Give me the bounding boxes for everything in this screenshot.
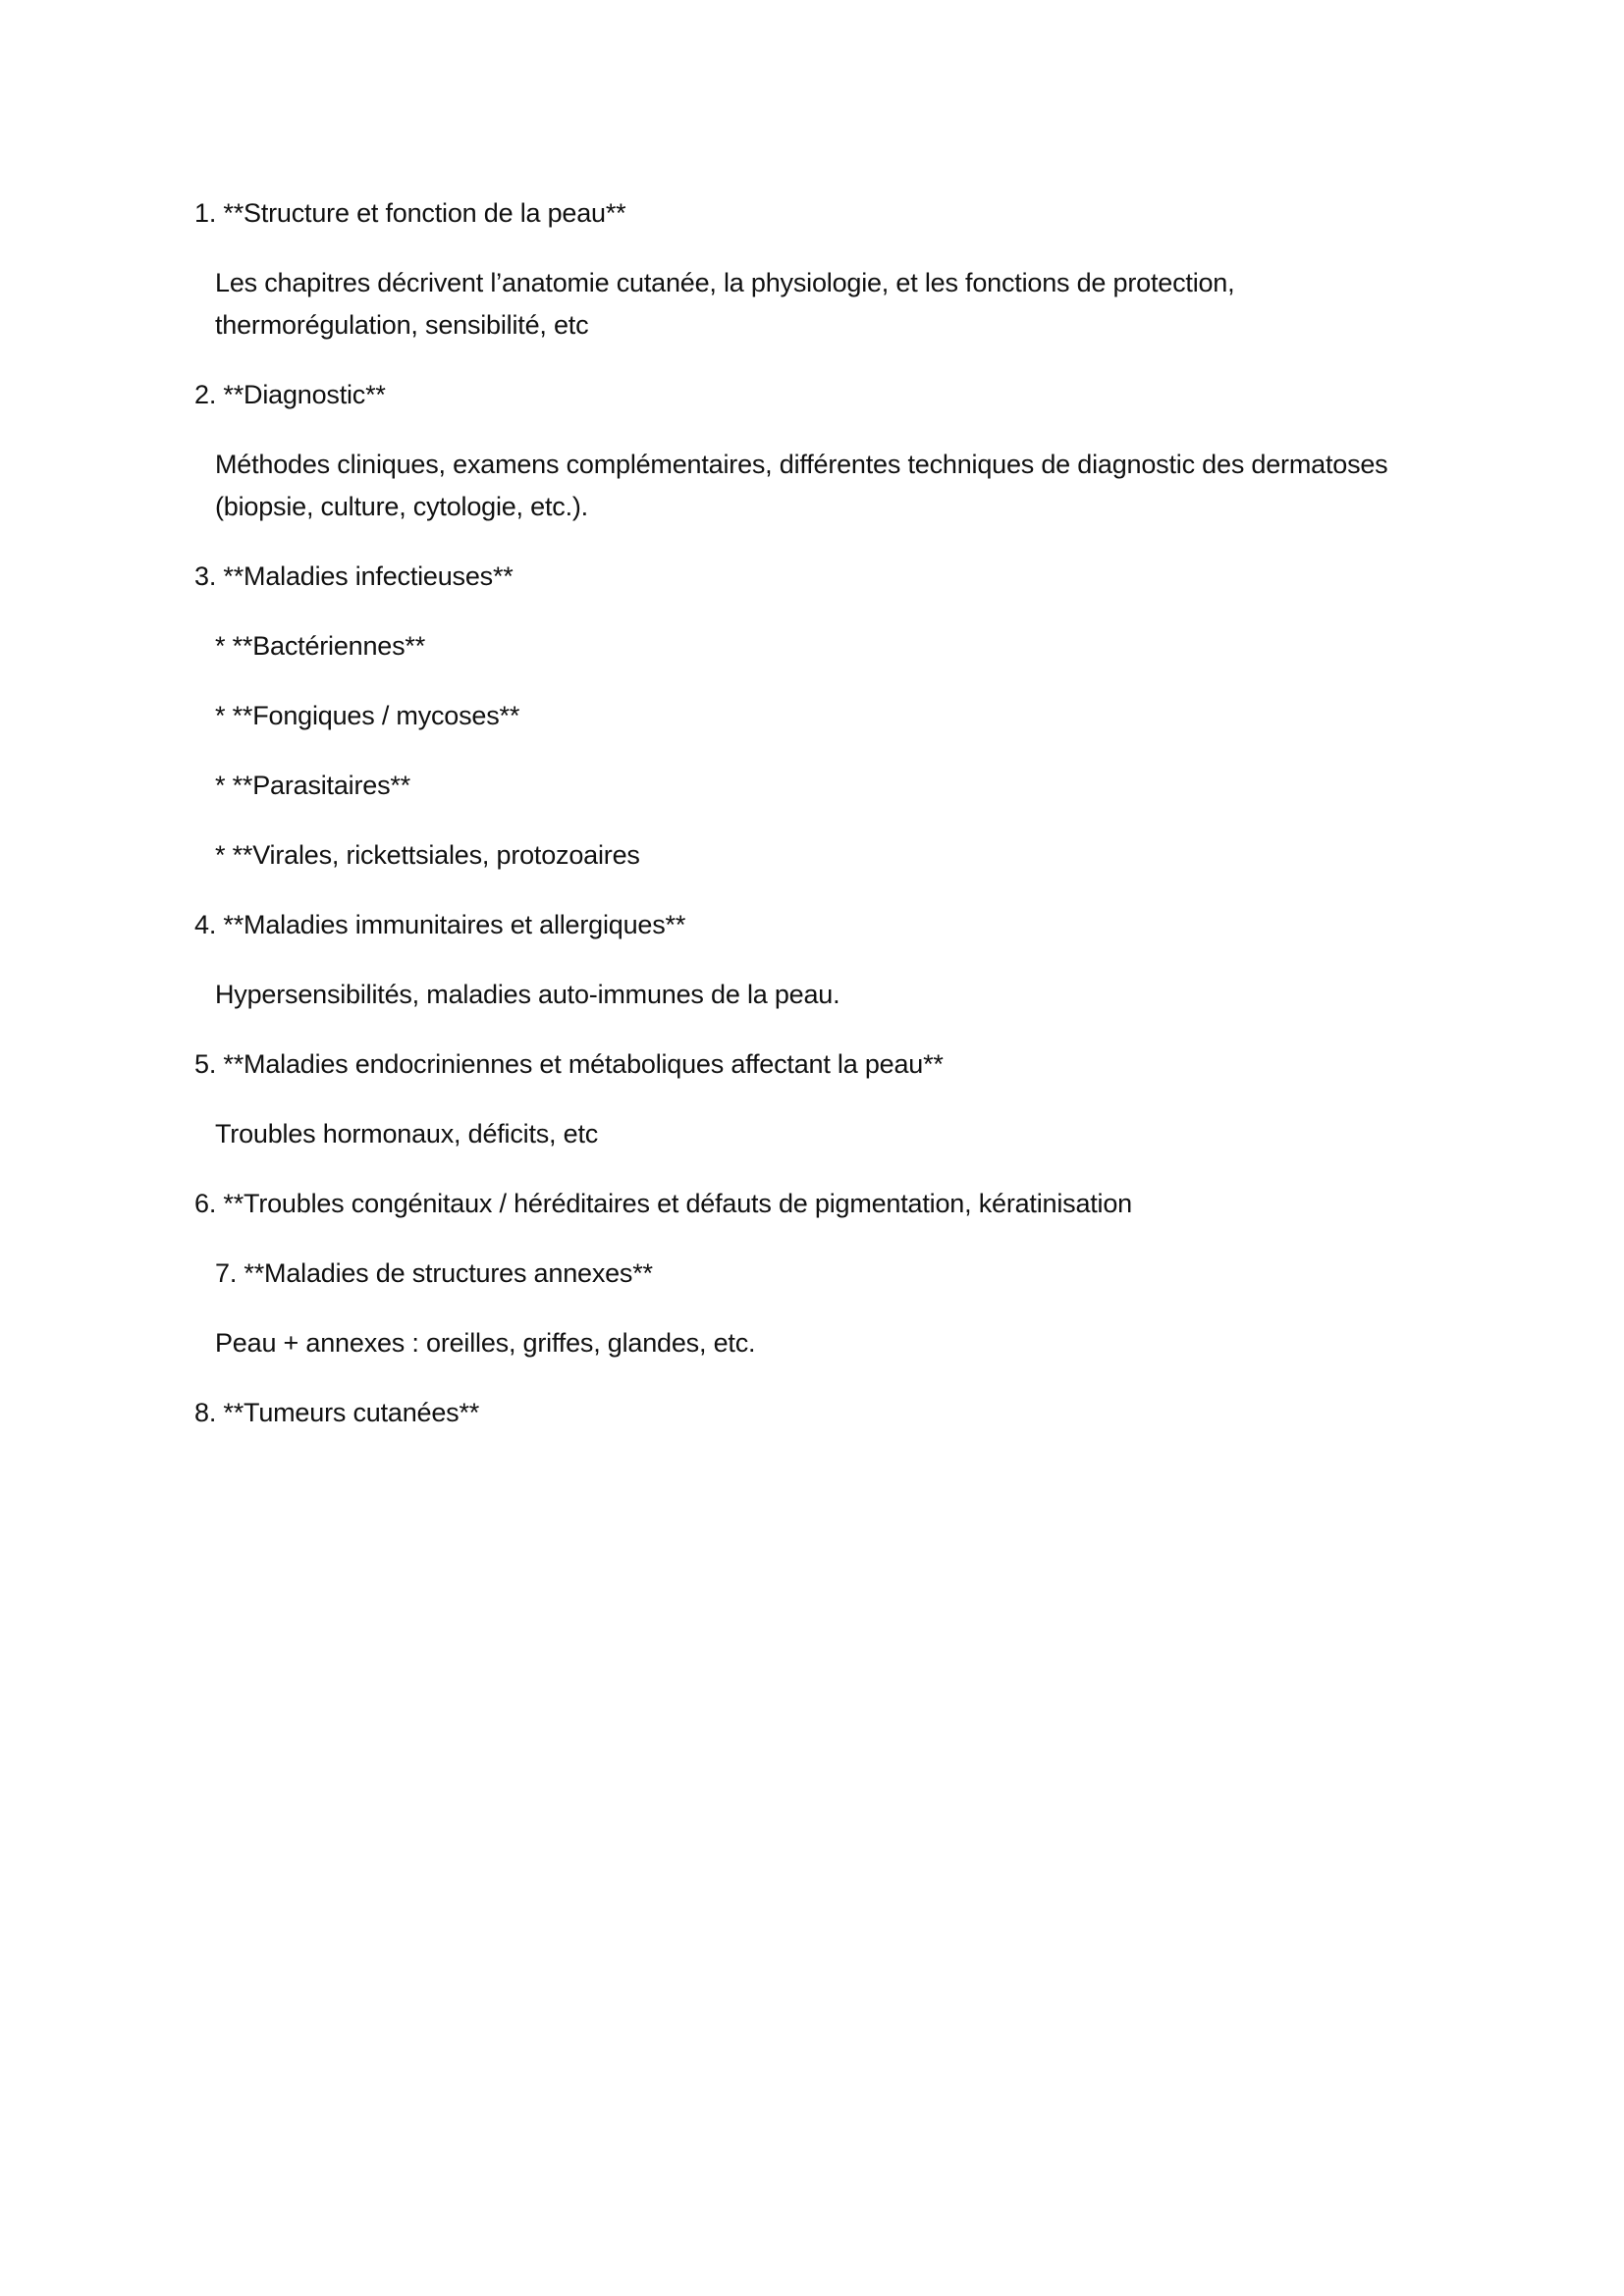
document-body	[194, 192, 1432, 1462]
text-diagnostic-desc: Méthodes cliniques, examens complémentaires, différentes techniques de diagnostic des dermatoses (biopsie, culture, cytologie, etc.).	[215, 450, 1395, 521]
bullet-bacteriennes: * **Bactériennes**	[215, 631, 426, 661]
heading-structures-annexes: 7. **Maladies de structures annexes**	[215, 1258, 653, 1288]
text-structure-desc: Les chapitres décrivent l’anatomie cutanée, la physiologie, et les fonctions de protection, thermorégulation, sensibilité, etc	[215, 268, 1242, 340]
bullet-parasitaires: * **Parasitaires**	[215, 771, 410, 800]
bullet-fongiques: * **Fongiques / mycoses**	[215, 701, 520, 730]
text-annexes-desc: Peau + annexes : oreilles, griffes, glandes, etc.	[215, 1328, 756, 1358]
text-endocriniennes-desc: Troubles hormonaux, déficits, etc	[215, 1119, 599, 1148]
heading-structure: 1. **Structure et fonction de la peau**	[194, 198, 626, 228]
heading-diagnostic: 2. **Diagnostic**	[194, 380, 386, 409]
heading-infectieuses: 3. **Maladies infectieuses**	[194, 561, 514, 591]
heading-endocriniennes: 5. **Maladies endocriniennes et métaboliques affectant la peau**	[194, 1049, 944, 1079]
heading-congenitaux: 6. **Troubles congénitaux / héréditaires et défauts de pigmentation, kératinisation	[194, 1189, 1132, 1218]
heading-tumeurs: 8. **Tumeurs cutanées**	[194, 1398, 480, 1427]
bullet-virales: * **Virales, rickettsiales, protozoaires	[215, 840, 640, 870]
text-immunitaires-desc: Hypersensibilités, maladies auto-immunes de la peau.	[215, 980, 840, 1009]
heading-immunitaires: 4. **Maladies immunitaires et allergiques**	[194, 910, 686, 939]
